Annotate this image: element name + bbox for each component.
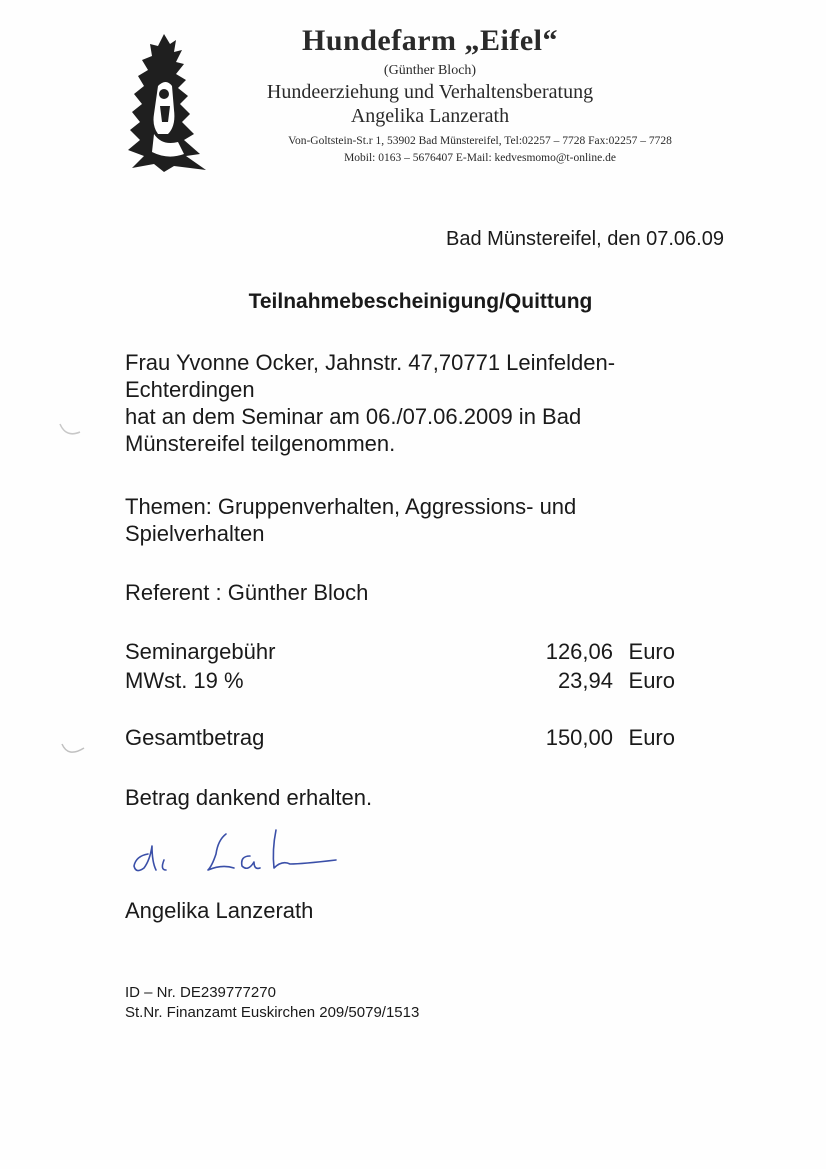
recipient-block (125, 349, 705, 457)
fee-amount: 126,06 (545, 639, 613, 664)
fee-currency: Euro (628, 639, 675, 664)
fee-label: Seminargebühr (125, 639, 276, 664)
signer-name: Angelika Lanzerath (125, 898, 314, 923)
date-line: Bad Münstereifel, den 07.06.09 (446, 228, 724, 250)
letterhead-address-block (225, 133, 735, 167)
fee-label: MWst. 19 % (125, 668, 244, 693)
fee-currency: Euro (628, 668, 675, 693)
received-note: Betrag dankend erhalten. (125, 785, 373, 810)
letterhead-service: Hundeerziehung und Verhaltensberatung (266, 81, 594, 103)
recipient-line: Münstereifel teilgenommen. (125, 431, 396, 456)
themes-line: Spielverhalten (125, 521, 265, 546)
tax-number: St.Nr. Finanzamt Euskirchen 209/5079/1513 (125, 1004, 420, 1021)
letterhead-contact: Mobil: 0163 – 5676407 E-Mail: kedvesmomo@t-online.de (344, 152, 616, 164)
recipient-line: Echterdingen (125, 377, 255, 402)
farm-logo (124, 30, 210, 172)
document-title: Teilnahmebescheinigung/Quittung (248, 290, 593, 313)
total-currency: Euro (628, 725, 675, 750)
vat-id: ID – Nr. DE239777270 (125, 984, 276, 1001)
letterhead-title: Hundefarm „Eifel“ (302, 24, 558, 57)
punch-hole-mark (56, 412, 86, 442)
total-label: Gesamtbetrag (125, 725, 265, 750)
themes-block (125, 493, 685, 547)
recipient-line: hat an dem Seminar am 06./07.06.2009 in Bad (125, 404, 582, 429)
letterhead-subtitle: (Günther Bloch) (383, 63, 477, 78)
themes-line: Themen: Gruppenverhalten, Aggressions- und (125, 494, 577, 519)
letterhead-address: Von-Goltstein-St.r 1, 53902 Bad Münstereifel, Tel:02257 – 7728 Fax:02257 – 7728 (288, 135, 672, 147)
handwritten-signature (126, 820, 346, 880)
fee-amount: 23,94 (557, 668, 613, 693)
punch-hole-mark (58, 730, 88, 760)
total-amount: 150,00 (545, 725, 613, 750)
referent: Referent : Günther Bloch (125, 580, 369, 605)
letterhead (220, 22, 640, 128)
letterhead-owner: Angelika Lanzerath (350, 105, 510, 127)
recipient-line: Frau Yvonne Ocker, Jahnstr. 47,70771 Leinfelden- (125, 350, 616, 375)
